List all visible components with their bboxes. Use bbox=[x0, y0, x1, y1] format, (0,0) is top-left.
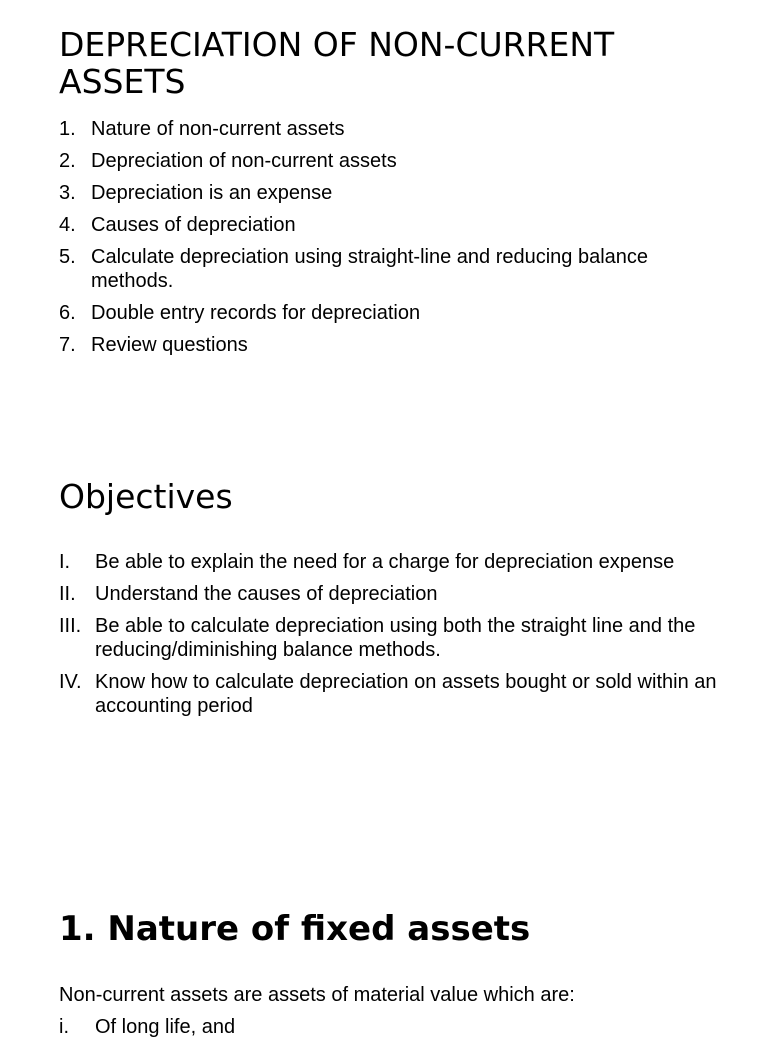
topic-text: Double entry records for depreciation bbox=[91, 302, 421, 324]
objective-text: Be able to calculate depreciation using both the straight line and the reducing/diminishing balance methods. bbox=[95, 615, 696, 661]
topic-number: 5. bbox=[59, 246, 76, 268]
section-list-item bbox=[59, 1015, 719, 1039]
topic-item bbox=[59, 181, 699, 205]
topic-item bbox=[59, 301, 699, 325]
topic-number: 3. bbox=[59, 182, 76, 204]
objective-item bbox=[59, 670, 719, 718]
topic-item bbox=[59, 333, 699, 357]
objective-item bbox=[59, 614, 719, 662]
topic-number: 2. bbox=[59, 150, 76, 172]
section-list-text: Of long life, and bbox=[95, 1016, 236, 1038]
topic-text: Review questions bbox=[91, 334, 248, 356]
objective-text: Be able to explain the need for a charge for depreciation expense bbox=[95, 551, 675, 573]
section-list-number: i. bbox=[59, 1016, 69, 1038]
objectives-list bbox=[59, 550, 719, 726]
topic-text: Causes of depreciation bbox=[91, 214, 296, 236]
topic-number: 4. bbox=[59, 214, 76, 236]
objective-number: I. bbox=[59, 551, 71, 573]
topic-item bbox=[59, 213, 699, 237]
topic-text: Calculate depreciation using straight-line and reducing balance methods. bbox=[91, 246, 649, 292]
topic-text: Depreciation is an expense bbox=[91, 182, 333, 204]
objective-item bbox=[59, 550, 719, 574]
document-title: DEPRECIATION OF NON-CURRENT ASSETS bbox=[59, 25, 615, 101]
topic-number: 7. bbox=[59, 334, 76, 356]
objective-number: II. bbox=[59, 583, 76, 605]
objective-item bbox=[59, 582, 719, 606]
topics-list bbox=[59, 117, 699, 365]
objective-number: IV. bbox=[59, 671, 82, 693]
topic-item bbox=[59, 117, 699, 141]
section-heading: 1. Nature of fixed assets bbox=[59, 909, 531, 949]
section-intro: Non-current assets are assets of material value which are: bbox=[59, 984, 575, 1006]
topic-item bbox=[59, 245, 699, 293]
topic-text: Depreciation of non-current assets bbox=[91, 150, 397, 172]
objective-text: Understand the causes of depreciation bbox=[95, 583, 438, 605]
objectives-heading: Objectives bbox=[59, 477, 233, 516]
section-list bbox=[59, 1015, 719, 1039]
objective-text: Know how to calculate depreciation on assets bought or sold within an accounting period bbox=[95, 671, 717, 717]
topic-number: 6. bbox=[59, 302, 76, 324]
topic-number: 1. bbox=[59, 118, 76, 140]
topic-text: Nature of non-current assets bbox=[91, 118, 345, 140]
topic-item bbox=[59, 149, 699, 173]
objective-number: III. bbox=[59, 615, 82, 637]
